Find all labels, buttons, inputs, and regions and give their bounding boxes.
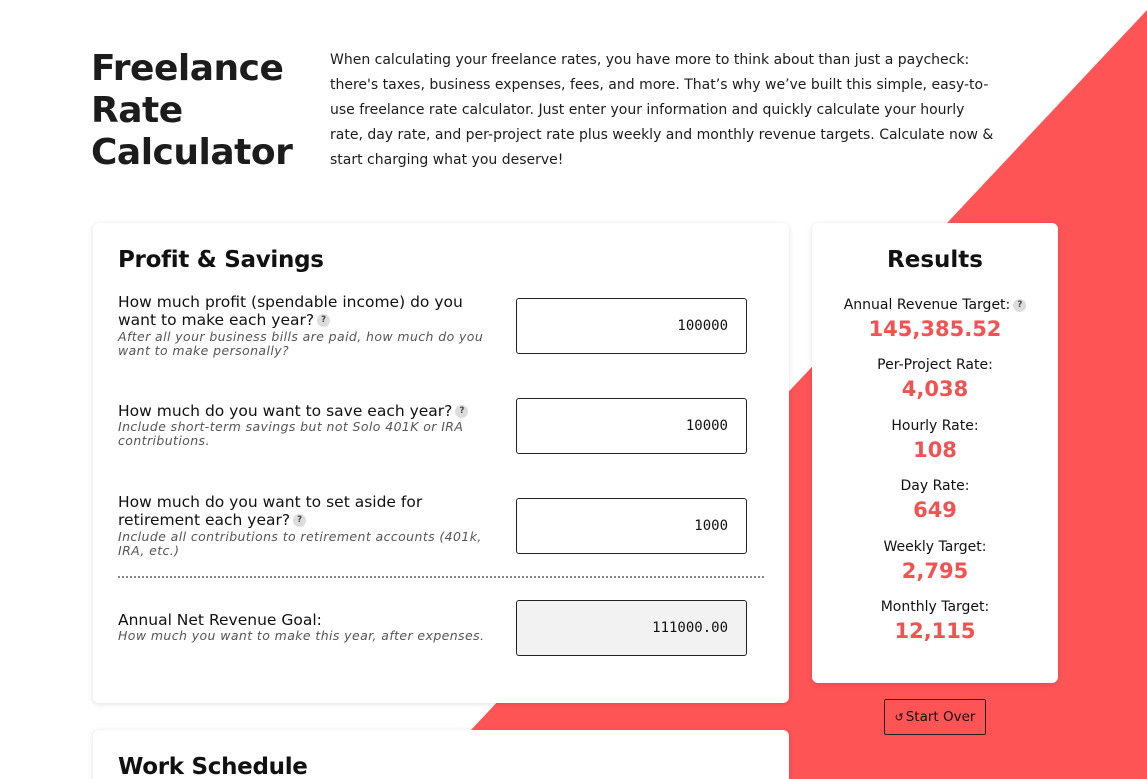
result-value: 12,115 — [894, 619, 976, 643]
field-label — [118, 402, 503, 420]
result-value: 2,795 — [901, 559, 969, 583]
results-card — [812, 223, 1058, 683]
field-label — [118, 493, 503, 529]
page-title — [91, 48, 311, 174]
field-label: Annual Net Revenue Goal: — [118, 611, 322, 629]
result-label-text: Annual Revenue Target: — [843, 297, 1011, 313]
field-hint: After all your business bills are paid, how much do you want to make personally? — [118, 329, 484, 358]
retirement-input[interactable] — [516, 498, 747, 554]
intro-description: When calculating your freelance rates, you have more to think about than just a paycheck: there's taxes, business expenses, fees, and more. That’s why we’ve built this simple, easy-to-use freelance rate calculator. Just enter your information and quickly calculate your hourly rate, day rate, and per-project rate plus weekly and monthly revenue targets. Calculate now & start charging what you deserve! — [330, 52, 994, 168]
results-title: Results — [887, 247, 983, 273]
field-label-text: How much profit (spendable income) do you want to make each year? — [118, 293, 463, 329]
result-label: Day Rate: — [900, 478, 970, 494]
field-label-text: How much do you want to set aside for retirement each year? — [118, 493, 423, 529]
start-over-label: Start Over — [905, 709, 976, 725]
page-title-line: Rate — [91, 90, 183, 131]
savings-input[interactable] — [516, 398, 747, 454]
help-icon[interactable]: ? — [293, 514, 306, 527]
profit-input[interactable] — [516, 298, 747, 354]
result-label: Hourly Rate: — [891, 418, 979, 434]
result-label — [812, 296, 1058, 314]
help-icon[interactable]: ? — [317, 314, 330, 327]
field-label — [118, 293, 503, 329]
result-value: 145,385.52 — [868, 317, 1002, 341]
result-weekly — [812, 538, 1058, 584]
refresh-icon: ↺ — [894, 711, 904, 724]
section-divider — [118, 576, 764, 578]
field-label-text: How much do you want to save each year? — [118, 402, 453, 420]
net-goal-output — [516, 600, 747, 656]
field-hint: How much you want to make this year, after expenses. — [118, 628, 485, 643]
result-per-project — [812, 356, 1058, 402]
result-value: 649 — [913, 498, 957, 522]
work-schedule-card — [93, 730, 789, 779]
profit-savings-card — [93, 223, 789, 703]
result-day — [812, 477, 1058, 523]
result-value: 4,038 — [901, 377, 969, 401]
result-value: 108 — [913, 438, 957, 462]
help-icon[interactable]: ? — [1013, 299, 1026, 312]
section-heading: Work Schedule — [118, 754, 308, 779]
result-annual-revenue — [812, 296, 1058, 342]
result-monthly — [812, 598, 1058, 644]
field-hint: Include all contributions to retirement accounts (401k, IRA, etc.) — [118, 529, 482, 558]
start-over-button[interactable] — [884, 699, 986, 735]
field-hint: Include short-term savings but not Solo 401K or IRA contributions. — [118, 419, 464, 448]
result-label: Per-Project Rate: — [877, 357, 993, 373]
page-title-line: Calculator — [91, 132, 293, 173]
section-heading: Profit & Savings — [118, 247, 324, 273]
result-hourly — [812, 417, 1058, 463]
page-title-line: Freelance — [91, 48, 284, 89]
result-label: Monthly Target: — [880, 599, 990, 615]
help-icon[interactable]: ? — [455, 405, 468, 418]
result-label: Weekly Target: — [883, 539, 987, 555]
